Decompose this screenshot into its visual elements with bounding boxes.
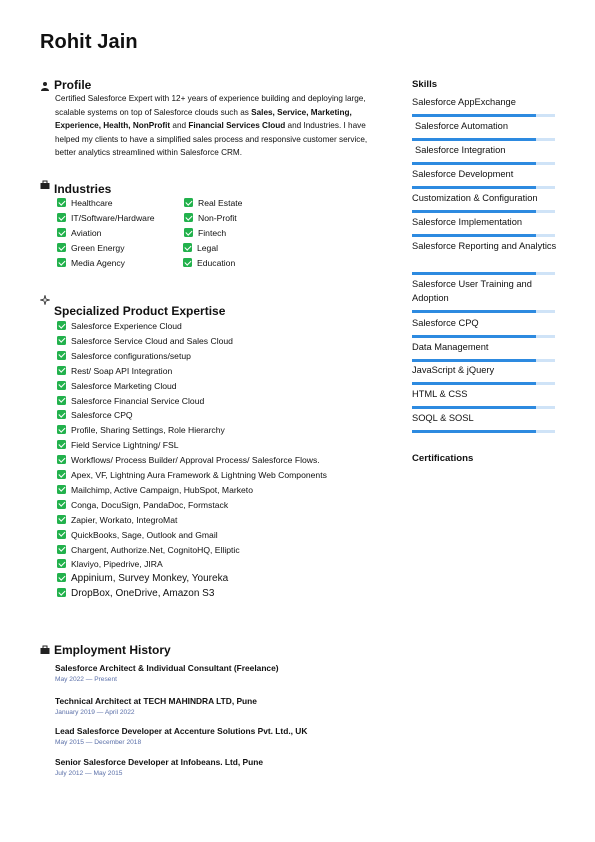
list-item-label: Non-Profit	[198, 213, 237, 223]
checkmark-icon	[57, 243, 66, 252]
skill-level-bar	[412, 406, 536, 409]
job-title: Senior Salesforce Developer at Infobeans. Ltd, Pune	[55, 757, 264, 767]
list-item	[57, 588, 214, 600]
checkmark-icon	[57, 559, 66, 568]
list-item-label: Education	[197, 258, 236, 268]
list-item	[57, 242, 125, 254]
skill-level-bar	[412, 335, 536, 338]
list-item-label: Salesforce Experience Cloud	[71, 321, 182, 331]
list-item-label: Mailchimp, Active Campaign, HubSpot, Marketo	[71, 484, 253, 495]
list-item	[57, 350, 191, 362]
checkmark-icon	[57, 425, 66, 434]
list-item	[183, 257, 235, 269]
list-item-label: Aviation	[71, 228, 102, 238]
list-item	[183, 242, 218, 254]
checkmark-icon	[57, 440, 66, 449]
skill-label: Salesforce Implementation	[412, 217, 523, 227]
list-item	[57, 544, 240, 556]
list-item-label: Salesforce configurations/setup	[71, 350, 191, 361]
skill-level-bar	[412, 310, 536, 313]
industries-heading: Industries	[54, 182, 112, 196]
checkmark-icon	[57, 198, 66, 207]
checkmark-icon	[57, 381, 66, 390]
list-item	[57, 395, 204, 407]
skill-level-bar	[412, 359, 536, 362]
skill-level-bar	[412, 430, 536, 433]
list-item	[57, 469, 327, 481]
profile-text-part: Financial Services Cloud	[188, 121, 286, 131]
person-icon	[40, 81, 50, 91]
job-title: Technical Architect at TECH MAHINDRA LTD, Pune	[55, 696, 257, 706]
checkmark-icon	[57, 530, 66, 539]
skill-level-bar	[412, 114, 536, 117]
list-item-label: Apex, VF, Lightning Aura Framework & Lightning Web Components	[71, 470, 327, 480]
list-item	[184, 197, 242, 209]
employment-heading: Employment History	[54, 643, 171, 657]
list-item-label: Appinium, Survey Monkey, Youreka	[71, 573, 229, 585]
job-entry	[55, 726, 307, 746]
certifications-heading: Certifications	[412, 453, 474, 464]
checkmark-icon	[57, 258, 66, 267]
checkmark-icon	[57, 336, 66, 345]
profile-heading: Profile	[54, 78, 92, 92]
checkmark-icon	[184, 213, 193, 222]
list-item-label: QuickBooks, Sage, Outlook and Gmail	[71, 529, 218, 540]
list-item	[57, 197, 113, 209]
job-title: Salesforce Architect & Individual Consultant (Freelance)	[55, 663, 279, 673]
checkmark-icon	[184, 198, 193, 207]
job-dates: May 2015 — December 2018	[55, 739, 142, 746]
list-item	[57, 529, 218, 541]
checkmark-icon	[183, 243, 192, 252]
job-dates: July 2012 — May 2015	[55, 770, 123, 777]
checkmark-icon	[57, 410, 66, 419]
list-item-label: Chargent, Authorize.Net, CognitoHQ, Elliptic	[71, 544, 240, 555]
briefcase-icon	[40, 645, 50, 655]
list-item-label: Klaviyo, Pipedrive, JIRA	[71, 559, 163, 570]
skill-level-bar	[412, 210, 536, 213]
list-item	[57, 409, 133, 421]
checkmark-icon	[57, 351, 66, 360]
list-item-label: Field Service Lightning/ FSL	[71, 440, 179, 451]
skill-label: HTML & CSS	[412, 389, 468, 399]
checkmark-icon	[57, 515, 66, 524]
list-item-label: Workflows/ Process Builder/ Approval Process/ Salesforce Flows.	[71, 455, 320, 466]
list-item	[57, 257, 125, 269]
list-item	[57, 227, 101, 239]
list-item	[57, 320, 182, 332]
list-item-label: Real Estate	[198, 198, 243, 208]
skill-label: Customization & Configuration	[412, 193, 538, 203]
list-item-label: Salesforce Marketing Cloud	[71, 380, 177, 391]
list-item	[57, 558, 163, 570]
checkmark-icon	[184, 228, 193, 237]
job-dates: May 2022 — Present	[55, 676, 117, 683]
checkmark-icon	[57, 213, 66, 222]
profile-text-part: and	[170, 121, 189, 131]
profile-text-part: Sales, Service, Marketing, Experience, Health, NonProfit	[55, 107, 352, 131]
skills-heading: Skills	[412, 79, 438, 90]
list-item-label: Zapier, Workato, IntegroMat	[71, 514, 178, 525]
list-item	[184, 227, 226, 239]
list-item-label: IT/Software/Hardware	[71, 213, 155, 223]
profile-text-part: Certified Salesforce Expert with 12+ years of experience building and deploying large, scalable systems on top of Salesforce clouds such as	[55, 94, 366, 117]
list-item-label: Rest/ Soap API Integration	[71, 365, 173, 376]
list-item-label: Salesforce Service Cloud and Sales Cloud	[71, 335, 233, 346]
job-entry	[55, 663, 279, 683]
skill-level-bar	[412, 138, 536, 141]
checkmark-icon	[57, 321, 66, 330]
candidate-name: Rohit Jain	[40, 31, 138, 53]
list-item	[57, 424, 225, 436]
list-item-label: Green Energy	[71, 243, 125, 253]
list-item-label: Profile, Sharing Settings, Role Hierarchy	[71, 425, 225, 436]
checkmark-icon	[57, 366, 66, 375]
list-item-label: Salesforce Financial Service Cloud	[71, 395, 205, 406]
list-item	[57, 514, 177, 526]
skill-level-bar	[412, 234, 536, 237]
skill-level-bar	[412, 162, 536, 165]
list-item	[184, 212, 237, 224]
briefcase-icon	[40, 180, 50, 190]
skill-label: Salesforce User Training and Adoption	[412, 279, 532, 303]
list-item	[57, 212, 155, 224]
job-entry	[55, 757, 263, 777]
list-item-label: Fintech	[198, 228, 227, 238]
checkmark-icon	[57, 470, 66, 479]
skill-level-bar	[412, 186, 536, 189]
list-item-label: Salesforce CPQ	[71, 410, 133, 421]
list-item	[57, 454, 320, 466]
skill-label: Salesforce AppExchange	[412, 97, 516, 107]
skill-label: Salesforce Automation	[415, 121, 509, 131]
checkmark-icon	[183, 258, 192, 267]
checkmark-icon	[57, 455, 66, 464]
list-item-label: Media Agency	[71, 258, 125, 268]
job-dates: January 2019 — April 2022	[55, 709, 135, 716]
list-item	[57, 439, 178, 451]
expertise-heading: Specialized Product Expertise	[54, 304, 226, 318]
skill-label: Salesforce Reporting and Analytics	[412, 241, 557, 251]
profile-summary	[55, 92, 390, 160]
list-item	[57, 365, 172, 377]
list-item	[57, 335, 233, 347]
checkmark-icon	[57, 396, 66, 405]
checkmark-icon	[57, 573, 66, 582]
skill-label: Salesforce CPQ	[412, 318, 479, 328]
list-item	[57, 380, 177, 392]
job-title: Lead Salesforce Developer at Accenture Solutions Pvt. Ltd., UK	[55, 726, 308, 736]
list-item	[57, 573, 228, 585]
list-item	[57, 484, 253, 496]
list-item-label: Healthcare	[71, 198, 113, 208]
list-item-label: Conga, DocuSign, PandaDoc, Formstack	[71, 499, 229, 510]
list-item-label: Legal	[197, 243, 219, 253]
checkmark-icon	[57, 588, 66, 597]
checkmark-icon	[57, 228, 66, 237]
skill-label: Salesforce Development	[412, 169, 514, 179]
list-item	[57, 499, 228, 511]
sparkle-icon	[40, 295, 50, 305]
skill-label: SOQL & SOSL	[412, 413, 474, 423]
list-item-label: DropBox, OneDrive, Amazon S3	[71, 588, 215, 600]
skill-level-bar	[412, 272, 536, 275]
job-entry	[55, 696, 257, 716]
skill-level-bar	[412, 382, 536, 385]
profile-text-part: and Industries. I have helped my clients to have a simplified sales process and responsive customer service, better analytics streamlined within Salesforce CRM.	[55, 121, 368, 158]
skill-label: Salesforce Integration	[415, 145, 506, 155]
skill-label: Data Management	[412, 342, 489, 352]
checkmark-icon	[57, 485, 66, 494]
skill-label: JavaScript & jQuery	[412, 365, 495, 375]
checkmark-icon	[57, 545, 66, 554]
checkmark-icon	[57, 500, 66, 509]
